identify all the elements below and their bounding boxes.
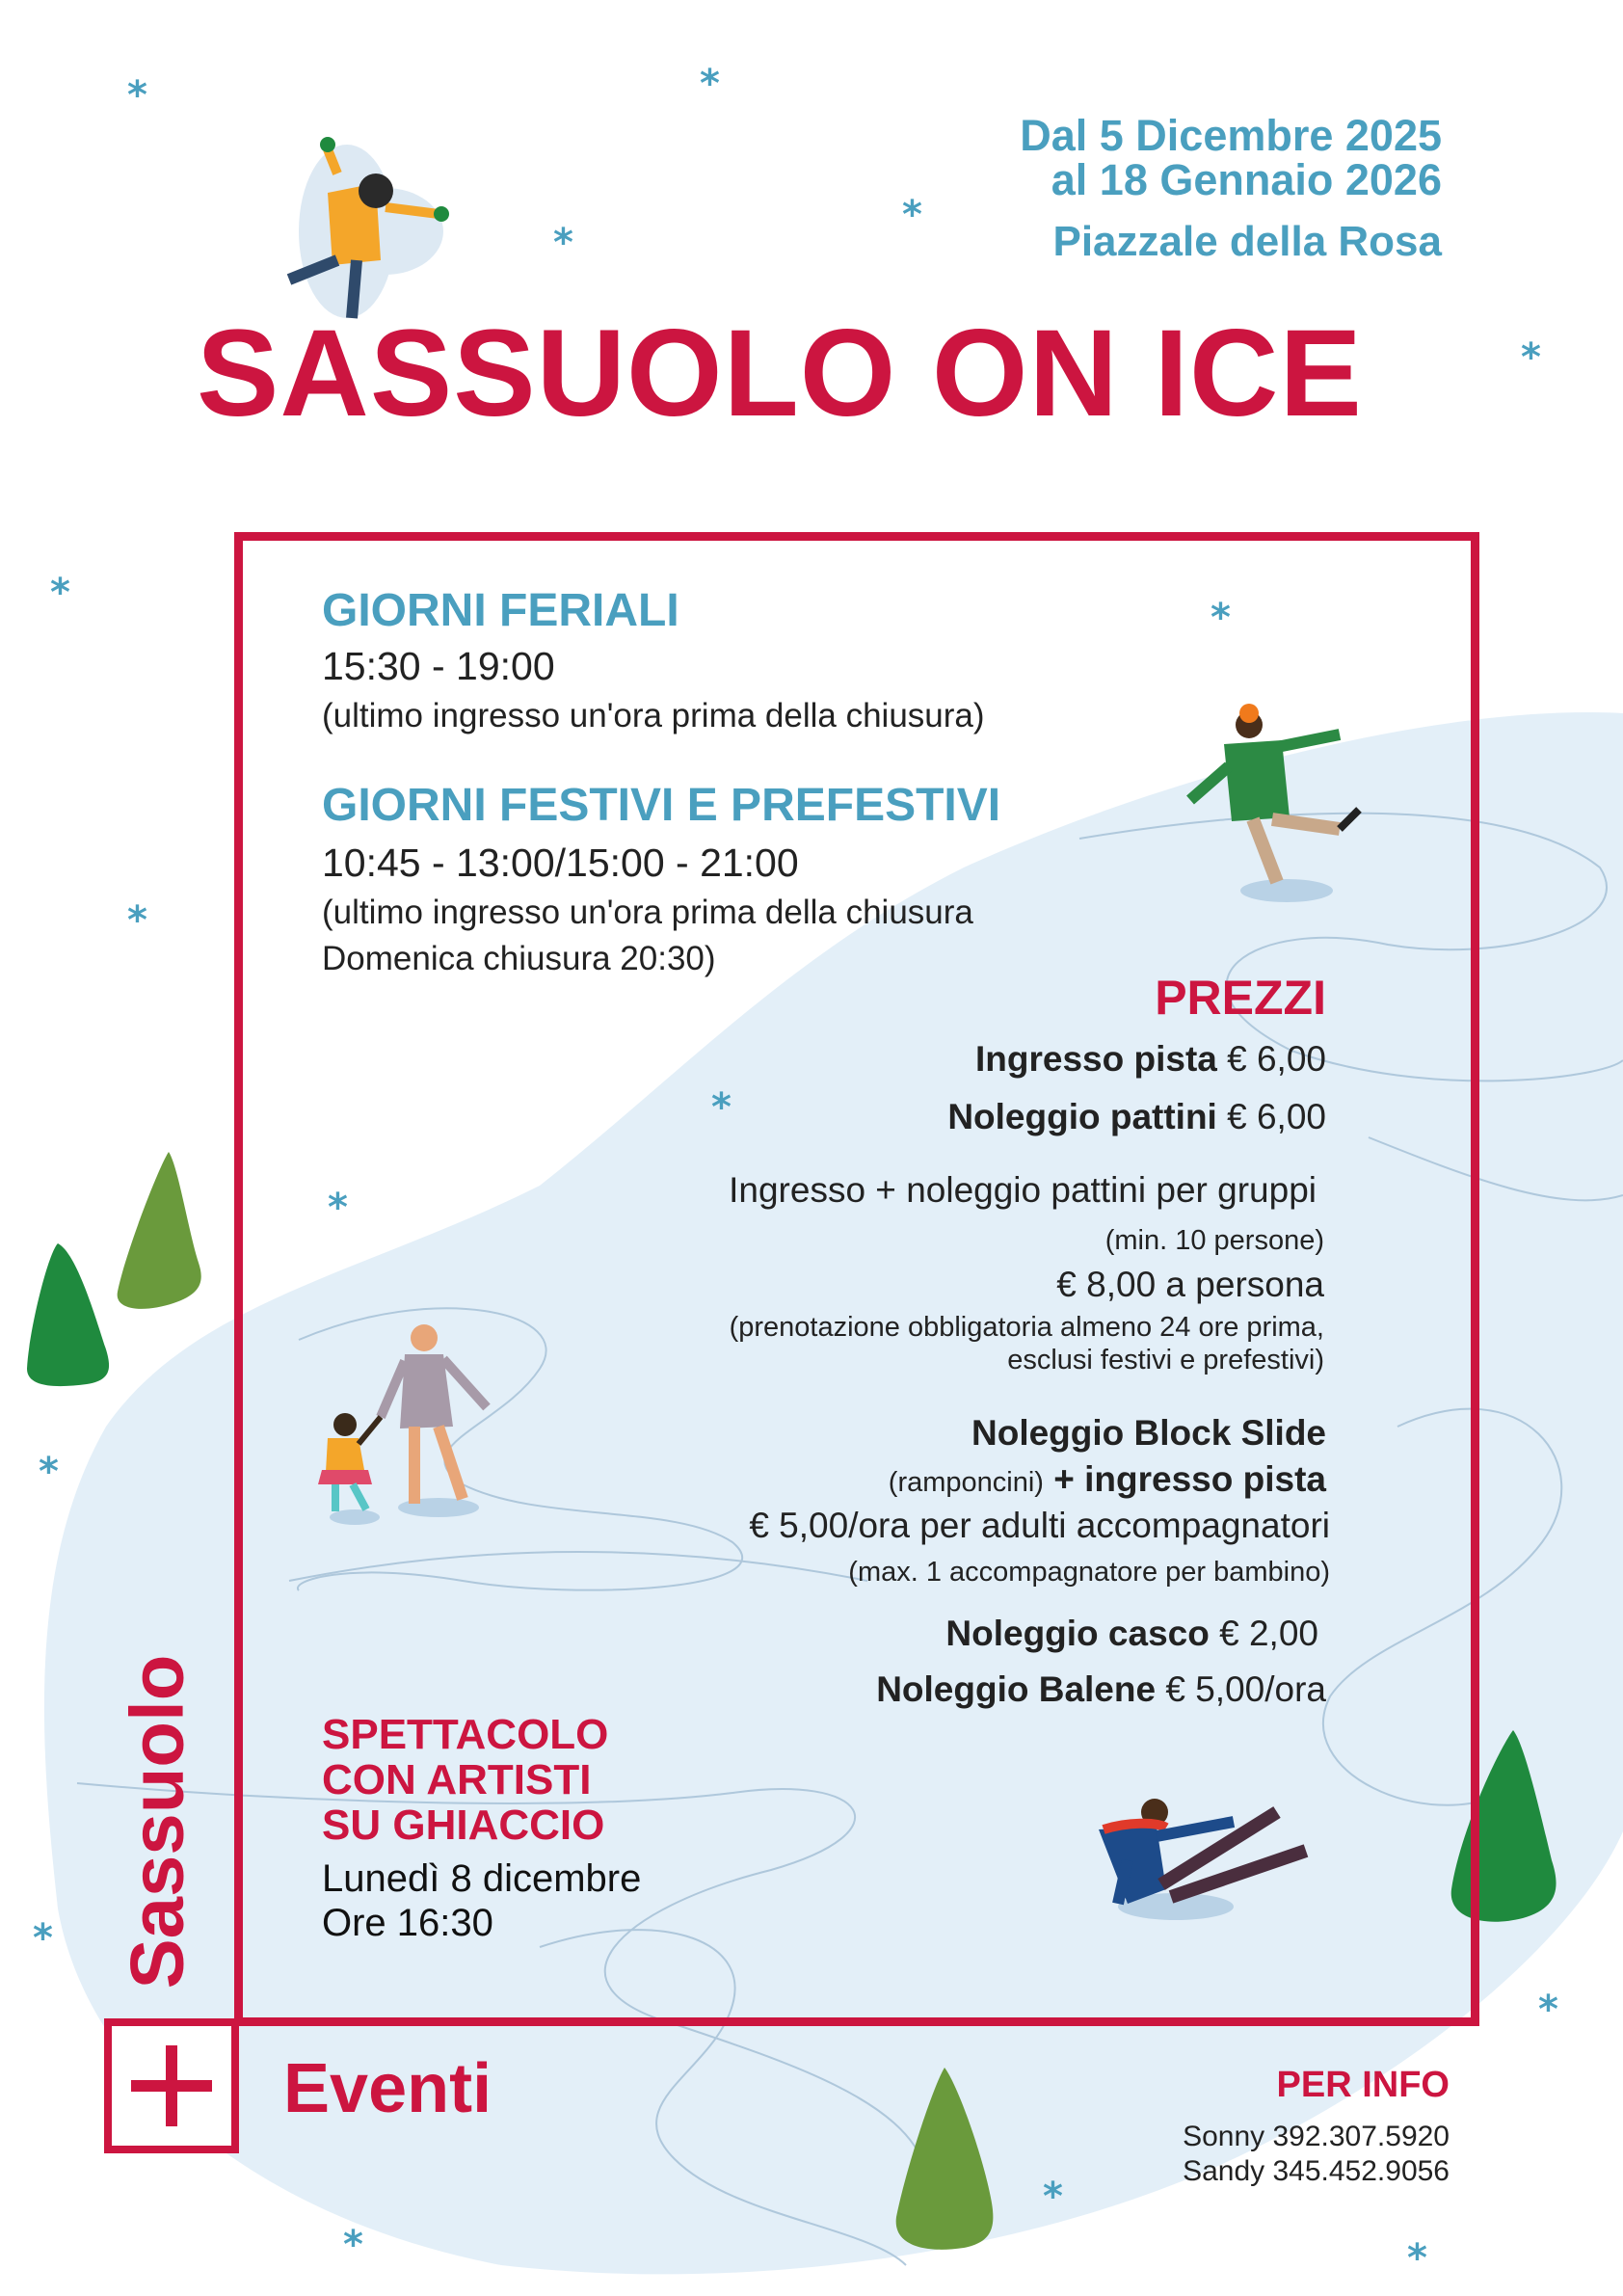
tree-icon bbox=[27, 1243, 109, 1386]
price-rink-label: Ingresso pista bbox=[974, 1039, 1217, 1079]
group-label: Ingresso + noleggio pattini per gruppi bbox=[729, 1170, 1317, 1210]
snowflake-icon: * bbox=[39, 1450, 59, 1494]
show-title-line-1: SPETTACOLO bbox=[322, 1711, 609, 1758]
weekdays-title: GIORNI FERIALI bbox=[322, 585, 679, 636]
snowflake-icon: * bbox=[343, 2223, 363, 2267]
snowflake-icon: * bbox=[328, 1186, 348, 1230]
holidays-title: GIORNI FESTIVI E PREFESTIVI bbox=[322, 780, 1001, 831]
snowflake-icon: * bbox=[553, 221, 573, 265]
group-note-2: esclusi festivi e prefestivi) bbox=[1007, 1345, 1324, 1375]
block-sub-text: (ramponcini) bbox=[888, 1467, 1044, 1498]
plus-icon bbox=[112, 2026, 231, 2146]
price-helmet-label: Noleggio casco bbox=[945, 1614, 1210, 1653]
contact-sonny: Sonny 392.307.5920 bbox=[1183, 2121, 1450, 2152]
brand-vertical-text: Sassuolo bbox=[114, 1654, 200, 1989]
show-title bbox=[322, 1712, 608, 1848]
snowflake-icon: * bbox=[700, 62, 720, 106]
date-line-start: Dal 5 Dicembre 2025 bbox=[1020, 111, 1442, 160]
block-label-text: Noleggio Block Slide bbox=[971, 1413, 1326, 1453]
price-whale-label: Noleggio Balene bbox=[876, 1669, 1157, 1709]
date-line-end: al 18 Gennaio 2026 bbox=[1051, 155, 1442, 204]
snowflake-icon: * bbox=[1538, 1988, 1558, 2032]
venue: Piazzale della Rosa bbox=[1052, 218, 1442, 265]
snowflake-icon: * bbox=[902, 193, 922, 237]
price-whale-value: € 5,00/ora bbox=[1165, 1669, 1326, 1709]
snowflake-icon: * bbox=[50, 571, 70, 615]
price-rink-value: € 6,00 bbox=[1227, 1039, 1326, 1079]
snowflake-icon: * bbox=[1043, 2175, 1063, 2219]
brand-vertical-logo bbox=[104, 1648, 210, 1995]
snowflake-icon: * bbox=[127, 73, 147, 118]
info-title: PER INFO bbox=[1276, 2065, 1450, 2105]
block-note: (max. 1 accompagnatore per bambino) bbox=[848, 1557, 1330, 1588]
event-dates bbox=[1020, 111, 1442, 204]
price-skates-value: € 6,00 bbox=[1227, 1097, 1326, 1136]
page-title: SASSUOLO ON ICE bbox=[197, 305, 1363, 442]
snowflake-icon: * bbox=[1521, 335, 1541, 380]
snowflake-icon: * bbox=[1407, 2236, 1427, 2281]
show-schedule bbox=[322, 1856, 641, 1945]
holidays-hours: 10:45 - 13:00/15:00 - 21:00 bbox=[322, 841, 799, 885]
show-title-line-3: SU GHIACCIO bbox=[322, 1802, 605, 1849]
snowflake-icon: * bbox=[711, 1085, 732, 1130]
price-rink bbox=[975, 1039, 1326, 1080]
price-helmet bbox=[945, 1614, 1318, 1654]
weekdays-hours: 15:30 - 19:00 bbox=[322, 644, 555, 688]
snowflake-icon: * bbox=[1211, 596, 1231, 640]
weekdays-note: (ultimo ingresso un'ora prima della chiusura) bbox=[322, 697, 985, 734]
prices-title: PREZZI bbox=[1155, 971, 1326, 1025]
snow-angel-figure-icon bbox=[289, 137, 449, 318]
block-sub bbox=[889, 1459, 1326, 1500]
show-title-line-2: CON ARTISTI bbox=[322, 1756, 592, 1803]
price-skates-label: Noleggio pattini bbox=[947, 1097, 1217, 1136]
show-date: Lunedì 8 dicembre bbox=[322, 1857, 642, 1900]
price-whale bbox=[876, 1669, 1326, 1710]
show-time: Ore 16:30 bbox=[322, 1902, 493, 1944]
block-plus-text: + ingresso pista bbox=[1053, 1459, 1326, 1499]
snowflake-icon: * bbox=[33, 1916, 53, 1961]
group-note-1: (prenotazione obbligatoria almeno 24 ore prima, bbox=[729, 1312, 1324, 1343]
group-min: (min. 10 persone) bbox=[1104, 1225, 1324, 1256]
brand-plus-box bbox=[104, 2018, 239, 2153]
contact-sandy: Sandy 345.452.9056 bbox=[1183, 2155, 1450, 2187]
tree-icon bbox=[118, 1152, 201, 1309]
price-skates bbox=[947, 1097, 1326, 1137]
brand-eventi: Eventi bbox=[283, 2050, 492, 2127]
block-label bbox=[971, 1413, 1326, 1454]
holidays-note-2: Domenica chiusura 20:30) bbox=[322, 940, 716, 977]
price-helmet-value: € 2,00 bbox=[1219, 1614, 1318, 1653]
group-price: € 8,00 a persona bbox=[1056, 1265, 1324, 1304]
block-price: € 5,00/ora per adulti accompagnatori bbox=[749, 1506, 1330, 1545]
holidays-note-1: (ultimo ingresso un'ora prima della chiusura bbox=[322, 894, 973, 931]
snowflake-icon: * bbox=[127, 898, 147, 943]
